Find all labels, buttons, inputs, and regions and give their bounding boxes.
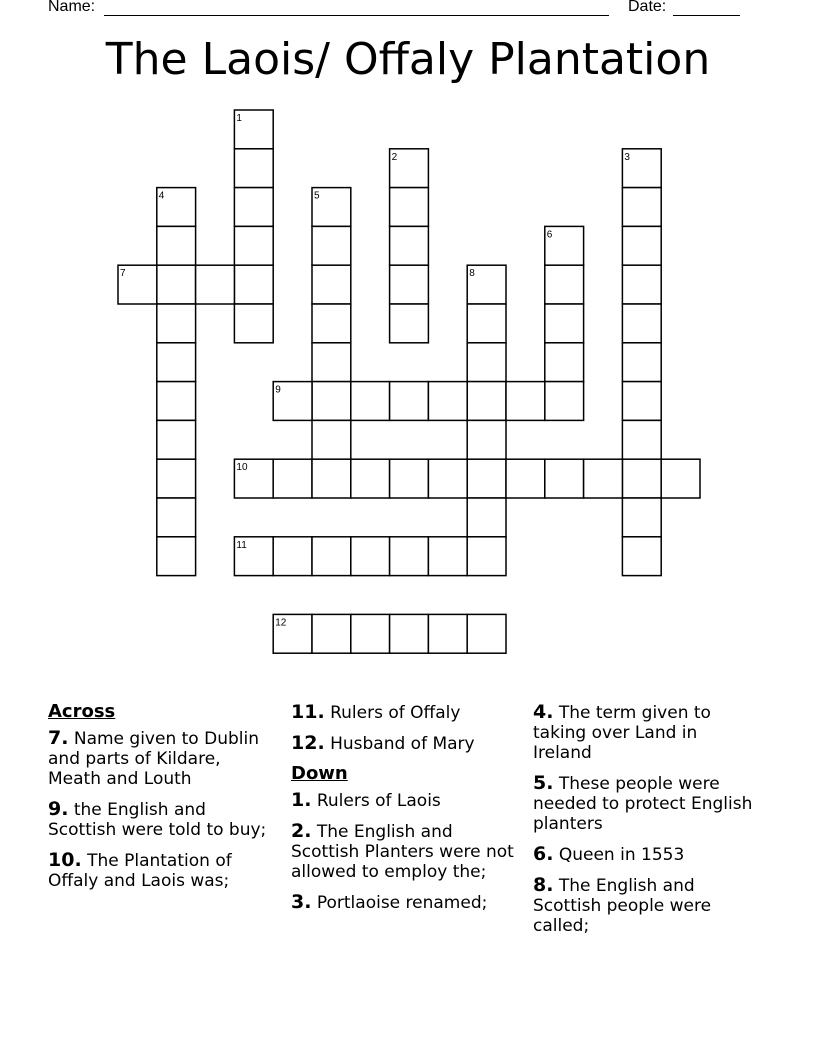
grid-cell[interactable] xyxy=(622,420,661,459)
grid-cell[interactable] xyxy=(234,265,273,304)
grid-cell[interactable] xyxy=(273,537,312,576)
grid-cell[interactable] xyxy=(312,343,351,382)
grid-cell[interactable] xyxy=(312,537,351,576)
grid-cell[interactable] xyxy=(622,459,661,498)
grid-cell[interactable] xyxy=(467,420,506,459)
cell-number-3: 3 xyxy=(624,151,630,163)
grid-cell[interactable] xyxy=(351,382,390,421)
clue-down-3: 3. Portlaoise renamed; xyxy=(291,891,488,913)
grid-cell[interactable] xyxy=(390,226,429,265)
down-heading: Down xyxy=(291,763,348,784)
grid-cell[interactable] xyxy=(622,188,661,227)
cell-number-5: 5 xyxy=(314,190,320,202)
clues-column-2 xyxy=(291,702,521,923)
cell-number-2: 2 xyxy=(391,151,398,163)
grid-cell[interactable] xyxy=(157,420,196,459)
grid-cell[interactable] xyxy=(622,304,661,343)
grid-cell[interactable] xyxy=(157,265,196,304)
cell-number-7: 7 xyxy=(120,268,126,280)
across-heading: Across xyxy=(48,701,116,722)
grid-cell[interactable] xyxy=(390,265,429,304)
grid-cell[interactable] xyxy=(428,382,467,421)
grid-cell[interactable] xyxy=(312,265,351,304)
grid-cell[interactable] xyxy=(467,498,506,537)
grid-cell[interactable] xyxy=(622,498,661,537)
grid-cell[interactable] xyxy=(312,420,351,459)
grid-cell[interactable] xyxy=(545,382,584,421)
grid-cell[interactable] xyxy=(545,343,584,382)
clue-across-12: 12. Husband of Mary xyxy=(291,732,475,754)
grid-cell[interactable] xyxy=(157,382,196,421)
grid-cell[interactable] xyxy=(157,304,196,343)
clue-down-2: 2. The English and Scottish Planters were not allowed to employ the; xyxy=(291,820,514,882)
cell-number-8: 8 xyxy=(469,268,475,280)
name-label: Name: xyxy=(48,0,96,15)
grid-cell[interactable] xyxy=(390,188,429,227)
grid-cell[interactable] xyxy=(428,537,467,576)
grid-cell[interactable] xyxy=(545,265,584,304)
grid-cell[interactable] xyxy=(467,459,506,498)
clue-down-1: 1. Rulers of Laois xyxy=(291,789,441,811)
grid-cell[interactable] xyxy=(351,459,390,498)
grid-cell[interactable] xyxy=(428,614,467,653)
clues-column-3 xyxy=(533,702,758,946)
grid-cell[interactable] xyxy=(584,459,623,498)
cell-number-11: 11 xyxy=(236,539,247,551)
grid-cell[interactable] xyxy=(622,265,661,304)
grid-cell[interactable] xyxy=(157,498,196,537)
grid-cell[interactable] xyxy=(351,537,390,576)
grid-cell[interactable] xyxy=(234,226,273,265)
grid-cell[interactable] xyxy=(234,149,273,188)
cell-number-6: 6 xyxy=(546,229,553,241)
grid-cell[interactable] xyxy=(312,459,351,498)
grid-cell[interactable] xyxy=(390,537,429,576)
grid-cell[interactable] xyxy=(312,382,351,421)
grid-cell[interactable] xyxy=(390,382,429,421)
page-title: The Laois/ Offaly Plantation xyxy=(105,34,711,85)
cell-number-12: 12 xyxy=(275,617,287,629)
grid-cell[interactable] xyxy=(351,614,390,653)
grid-cell[interactable] xyxy=(273,459,312,498)
grid-cell[interactable] xyxy=(506,382,545,421)
clue-across-9: 9. the English and Scottish were told to buy; xyxy=(48,798,267,840)
grid-cell[interactable] xyxy=(390,614,429,653)
clue-across-7: 7. Name given to Dublin and parts of Kildare, Meath and Louth xyxy=(48,727,259,789)
grid-cell[interactable] xyxy=(467,382,506,421)
grid-cell[interactable] xyxy=(622,343,661,382)
grid-cell[interactable] xyxy=(467,537,506,576)
grid-cell[interactable] xyxy=(506,459,545,498)
clue-down-8: 8. The English and Scottish people were called; xyxy=(533,874,712,936)
grid-cell[interactable] xyxy=(545,459,584,498)
clue-across-10: 10. The Plantation of Offaly and Laois was; xyxy=(48,849,232,891)
grid-cell[interactable] xyxy=(312,304,351,343)
grid-cell[interactable] xyxy=(312,226,351,265)
grid-cell[interactable] xyxy=(157,343,196,382)
cell-number-10: 10 xyxy=(236,462,248,474)
clues-column-1 xyxy=(48,702,268,901)
clue-down-4: 4. The term given to taking over Land in Ireland xyxy=(533,701,711,763)
cell-number-1: 1 xyxy=(236,113,242,124)
grid-cell[interactable] xyxy=(390,459,429,498)
cell-number-4: 4 xyxy=(158,190,165,202)
grid-cell[interactable] xyxy=(428,459,467,498)
grid-cell[interactable] xyxy=(622,226,661,265)
clue-across-11: 11. Rulers of Offaly xyxy=(291,701,461,723)
cell-number-9: 9 xyxy=(275,384,281,396)
grid-cell[interactable] xyxy=(234,188,273,227)
grid-cell[interactable] xyxy=(622,382,661,421)
clue-down-5: 5. These people were needed to protect English planters xyxy=(533,772,753,834)
grid-cell[interactable] xyxy=(661,459,700,498)
grid-cell[interactable] xyxy=(622,537,661,576)
clue-down-6: 6. Queen in 1553 xyxy=(533,843,685,865)
grid-cell[interactable] xyxy=(196,265,235,304)
grid-cell[interactable] xyxy=(467,343,506,382)
grid-cell[interactable] xyxy=(467,304,506,343)
grid-cell[interactable] xyxy=(312,614,351,653)
grid-cell[interactable] xyxy=(157,226,196,265)
grid-cell[interactable] xyxy=(390,304,429,343)
grid-cell[interactable] xyxy=(234,304,273,343)
grid-cell[interactable] xyxy=(545,304,584,343)
grid-cell[interactable] xyxy=(157,459,196,498)
date-label: Date: xyxy=(628,0,667,15)
grid-cell[interactable] xyxy=(467,614,506,653)
grid-cell[interactable] xyxy=(157,537,196,576)
